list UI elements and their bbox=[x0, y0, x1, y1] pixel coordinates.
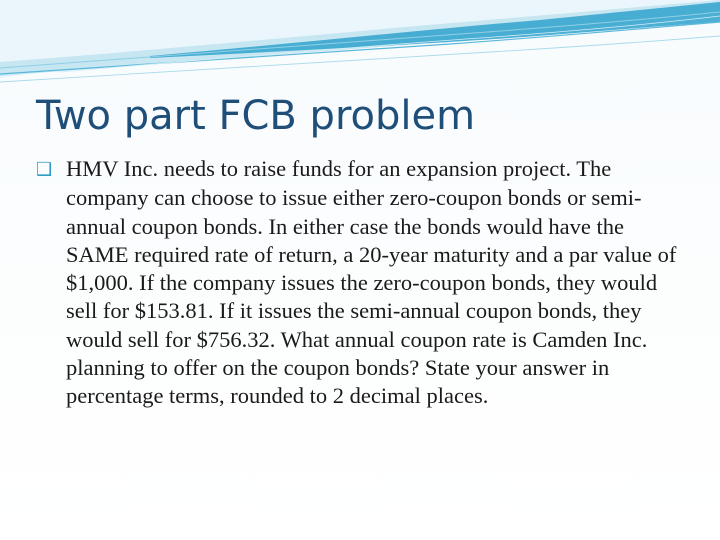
header-wave-decoration bbox=[0, 0, 720, 90]
slide-body bbox=[36, 155, 691, 411]
slide-title: Two part FCB problem bbox=[36, 93, 476, 139]
bullet-paragraph bbox=[36, 155, 691, 411]
problem-text: HMV Inc. needs to raise funds for an expansion project. The company can choose to issue either zero-coupon bonds or semi-annual coupon bonds. In either case the bonds would have the SAME required rate of return, a 20-year maturity and a par value of $1,000. If the company issues the zero-coupon bonds, they would sell for $153.81. If it issues the semi-annual coupon bonds, they would sell for $756.32. What annual coupon rate is Camden Inc. planning to offer on the coupon bonds? State your answer in percentage terms, rounded to 2 decimal places. bbox=[66, 156, 677, 409]
bullet-box-icon: ❑ bbox=[36, 159, 53, 180]
